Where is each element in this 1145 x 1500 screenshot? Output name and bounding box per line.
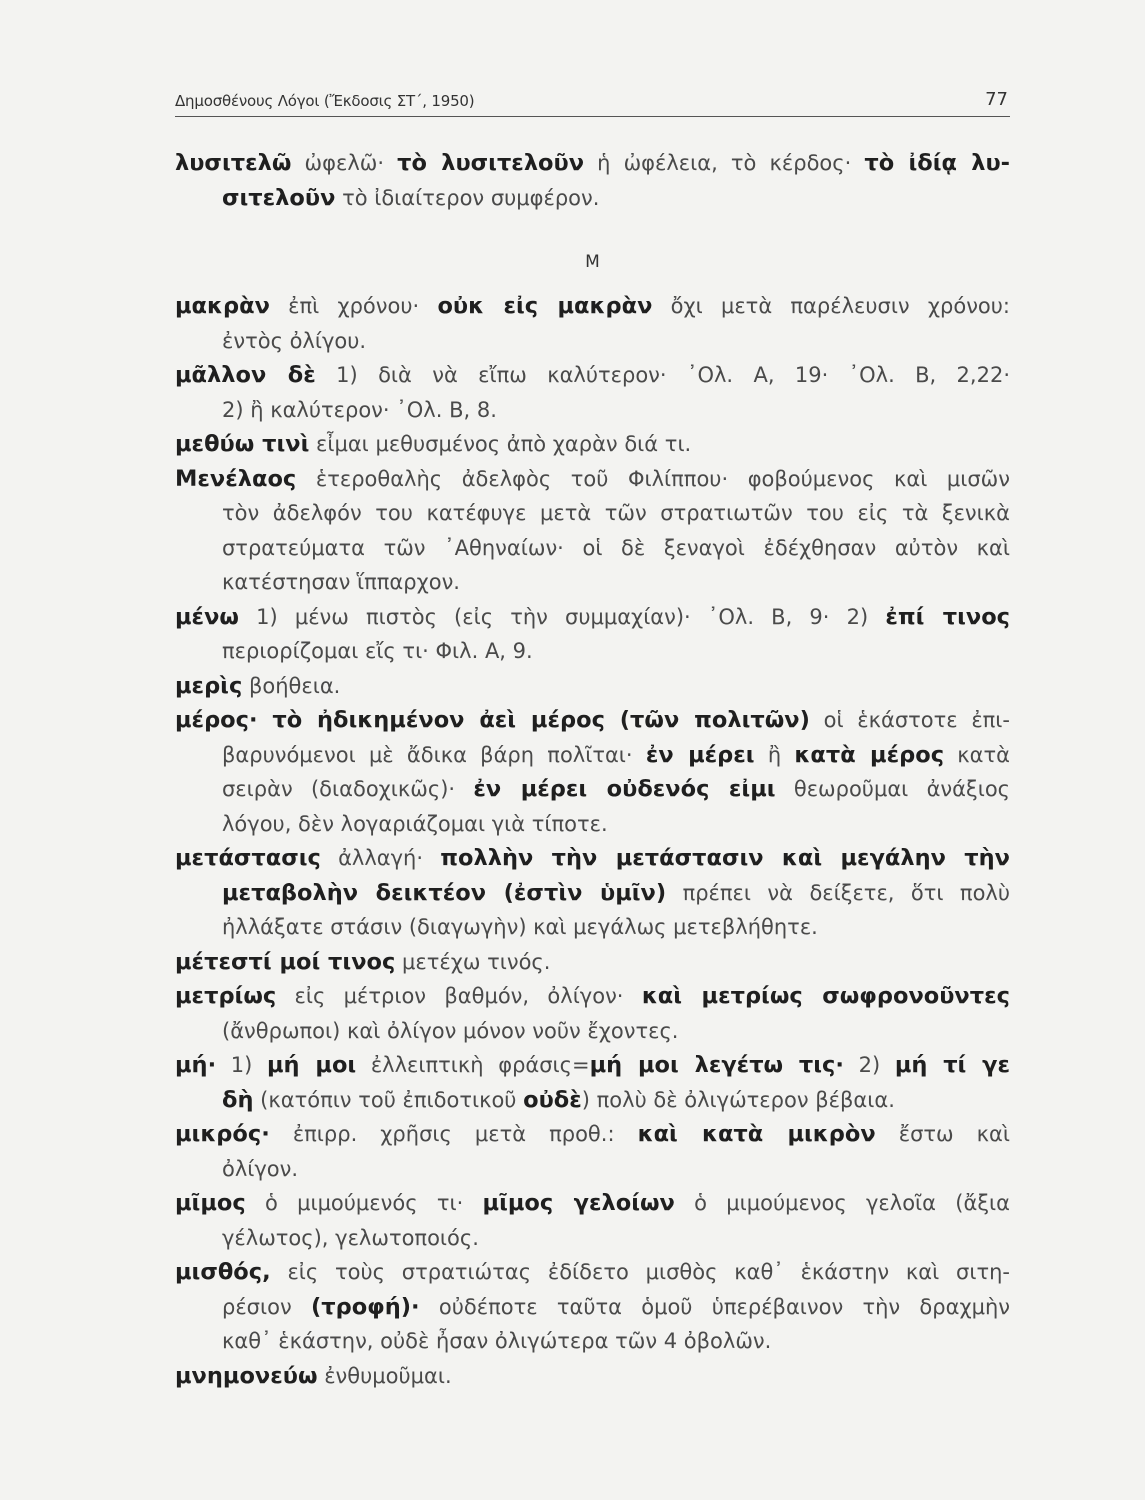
headword-text: Μενέλαος	[175, 465, 297, 492]
entry-line	[175, 565, 1010, 600]
entry-line	[175, 1221, 1010, 1256]
glossary-entry	[175, 427, 1010, 462]
definition-text: 1) μένω πιστὸς (εἰς τὴν συμμαχίαν)· ᾿Ολ. Β, 9· 2)	[238, 604, 886, 629]
definition-text: λόγου, δὲν λογαριάζομαι γιὰ τίποτε.	[222, 811, 608, 836]
glossary-column	[175, 146, 1010, 1393]
entry-line	[175, 393, 1010, 428]
section-letter-heading: Μ	[585, 252, 600, 272]
definition-text: βαρυνόμενοι μὲ ἄδικα βάρη πολῖται·	[222, 742, 646, 767]
definition-text: (κατόπιν τοῦ ἐπιδοτικοῦ	[253, 1087, 524, 1112]
glossary-entry	[175, 600, 1010, 669]
glossary-entries-continued	[175, 146, 1010, 215]
glossary-entry	[175, 1048, 1010, 1117]
headword-text: μισθός,	[175, 1259, 271, 1285]
definition-text: οὐδέποτε ταῦτα ὁμοῦ ὑπερέβαινον τὴν δραχμὴν	[419, 1294, 1010, 1319]
headword-text: (τροφή)·	[310, 1293, 420, 1320]
definition-text: ἐπιρρ. χρῆσις μετὰ προθ.:	[269, 1122, 638, 1146]
glossary-entries	[175, 289, 1010, 1393]
headword-text: μή τί γε	[894, 1052, 1010, 1078]
definition-text: ἐντὸς ὀλίγου.	[222, 328, 367, 353]
glossary-entry	[175, 945, 1010, 980]
headword-text: καὶ μετρίως σωφρονοῦντες	[641, 983, 1010, 1009]
headword-text: μνημονεύω	[175, 1362, 318, 1389]
definition-text: ἢ	[754, 742, 795, 767]
headword-text: λυσιτελῶ	[175, 150, 292, 176]
entry-line	[175, 427, 1010, 462]
entry-line	[175, 979, 1010, 1014]
glossary-entry	[175, 1117, 1010, 1186]
headword-text: σιτελοῦν	[222, 184, 336, 211]
headword-text: ἐν μέρει οὐδενός εἰμι	[473, 776, 776, 802]
definition-text: στρατεύματα τῶν ᾿Αθηναίων· οἱ δὲ ξεναγοὶ ἐδέχθησαν αὐτὸν καὶ	[222, 535, 1010, 560]
headword-text: μῖμος γελοίων	[482, 1190, 675, 1216]
headword-text: καὶ κατὰ μικρὸν	[637, 1121, 876, 1147]
definition-text: ἐπὶ χρόνου·	[269, 294, 438, 318]
definition-text: ἀλλαγή·	[320, 846, 441, 870]
definition-text: 2)	[843, 1053, 895, 1077]
definition-text: εἶμαι μεθυσμένος ἀπὸ χαρὰν διά τι.	[309, 432, 692, 456]
entry-line	[175, 1324, 1010, 1359]
entry-line	[175, 945, 1010, 980]
glossary-entry	[175, 979, 1010, 1048]
definition-text: 2) ἢ καλύτερον· ᾿Ολ. Β, 8.	[222, 397, 497, 422]
entry-line	[175, 531, 1010, 566]
book-title: Δημοσθένους Λόγοι (Ἔκδοσις ΣΤ΄, 1950)	[175, 92, 475, 110]
definition-text: εἰς μέτριον βαθμόν, ὀλίγον·	[276, 984, 642, 1008]
glossary-entry	[175, 462, 1010, 600]
definition-text: γέλωτος), γελωτοποιός.	[222, 1225, 479, 1250]
headword-text: τὸ ἰδίᾳ λυ-	[864, 150, 1010, 176]
entry-line	[175, 1048, 1010, 1083]
entry-line	[175, 634, 1010, 669]
definition-text: κατὰ	[944, 742, 1010, 767]
definition-text: βοήθεια.	[242, 673, 341, 698]
entry-line	[175, 1255, 1010, 1290]
definition-text: 1)	[216, 1053, 267, 1077]
glossary-entry	[175, 146, 1010, 215]
definition-text: ρέσιον	[222, 1294, 311, 1319]
entry-line	[175, 289, 1010, 324]
entry-line	[175, 807, 1010, 842]
glossary-entry	[175, 358, 1010, 427]
entry-line	[175, 1359, 1010, 1394]
running-header	[175, 86, 1010, 117]
glossary-entry	[175, 1186, 1010, 1255]
entry-line	[175, 462, 1010, 497]
definition-text: κατέστησαν ἵππαρχον.	[222, 570, 460, 594]
entry-line	[175, 1083, 1010, 1118]
definition-text: ἡ ὠφέλεια, τὸ κέρδος·	[584, 151, 865, 175]
definition-text: ὄχι μετὰ παρέλευσιν χρόνου:	[652, 294, 1011, 318]
headword-text: μερὶς	[175, 672, 243, 699]
definition-text: ἐνθυμοῦμαι.	[317, 1363, 452, 1388]
headword-text: μικρός·	[175, 1121, 270, 1147]
headword-text: μακρὰν	[175, 293, 270, 319]
definition-text: πρέπει νὰ δείξετε, ὅτι πολὺ	[666, 880, 1011, 905]
glossary-entry	[175, 289, 1010, 358]
definition-text: ὀλίγον.	[222, 1156, 299, 1181]
entry-line	[175, 181, 1010, 216]
definition-text: (ἄνθρωποι) καὶ ὀλίγον μόνον νοῦν ἔχοντες.	[222, 1018, 679, 1043]
headword-text: μεθύω τινὶ	[175, 431, 310, 457]
definition-text: ἑτεροθαλὴς ἀδελφὸς τοῦ Φιλίππου· φοβούμενος καὶ μισῶν	[296, 466, 1010, 491]
entry-line	[175, 841, 1010, 876]
glossary-entry	[175, 703, 1010, 841]
definition-text: θεωροῦμαι ἀνάξιος	[775, 777, 1010, 801]
entry-line	[175, 600, 1010, 635]
entry-line	[175, 324, 1010, 359]
entry-line	[175, 876, 1010, 911]
definition-text: τὸν ἀδελφόν του κατέφυγε μετὰ τῶν στρατιωτῶν του εἰς τὰ ξενικὰ	[222, 501, 1010, 525]
definition-text: εἰς τοὺς στρατιώτας ἐδίδετο μισθὸς καθ᾿ ἑκάστην καὶ σιτη-	[270, 1260, 1010, 1284]
headword-text: μέτεστί μοί τινος	[175, 948, 396, 975]
headword-text: μῖμος	[175, 1190, 246, 1216]
headword-text: μετρίως	[175, 983, 277, 1009]
definition-text: ἐλλειπτικὴ φράσις=	[356, 1053, 590, 1077]
definition-text: 1) διὰ νὰ εἴπω καλύτερον· ᾿Ολ. Α, 19· ᾿Ολ. Β, 2,22·	[315, 363, 1010, 387]
entry-line	[175, 496, 1010, 531]
entry-line	[175, 1186, 1010, 1221]
definition-text: ) πολὺ δὲ ὀλιγώτερον βέβαια.	[581, 1087, 895, 1112]
headword-text: μή μοι	[267, 1052, 357, 1078]
glossary-entry	[175, 1255, 1010, 1359]
definition-text: καθ᾿ ἑκάστην, οὐδὲ ἦσαν ὀλιγώτερα τῶν 4 ὀβολῶν.	[222, 1329, 772, 1353]
headword-text: μή μοι λεγέτω τις·	[589, 1052, 844, 1078]
headword-text: πολλὴν τὴν μετάστασιν καὶ μεγάλην τὴν	[440, 845, 1010, 871]
definition-text: τὸ ἰδιαίτερον συμφέρον.	[335, 185, 600, 210]
headword-text: μή·	[175, 1052, 217, 1078]
headword-text: οὐκ εἰς μακρὰν	[437, 293, 653, 319]
entry-line	[175, 703, 1010, 738]
definition-text: ὁ μιμούμενος γελοῖα (ἄξια	[674, 1191, 1010, 1215]
entry-line	[175, 1290, 1010, 1325]
entry-line	[175, 772, 1010, 807]
entry-line	[175, 358, 1010, 393]
entry-line	[175, 1014, 1010, 1049]
headword-text: μεταβολὴν δεικτέον (ἐστὶν ὑμῖν)	[222, 879, 667, 906]
glossary-entry	[175, 1359, 1010, 1394]
definition-text: ὠφελῶ·	[291, 151, 398, 175]
entry-line	[175, 738, 1010, 773]
definition-text: μετέχω τινός.	[395, 949, 551, 974]
headword-text: μᾶλλον δὲ	[175, 362, 316, 388]
definition-text: ἔστω καὶ	[875, 1122, 1010, 1146]
definition-text: ὁ μιμούμενός τι·	[245, 1191, 483, 1215]
definition-text: οἱ ἑκάστοτε ἐπι-	[809, 708, 1010, 732]
headword-text: μετάστασις	[175, 845, 321, 871]
entry-line	[175, 1152, 1010, 1187]
headword-text: μένω	[175, 603, 239, 630]
definition-text: σειρὰν (διαδοχικῶς)·	[222, 777, 474, 801]
entry-line	[175, 910, 1010, 945]
glossary-entry	[175, 841, 1010, 945]
glossary-entry	[175, 669, 1010, 704]
headword-text: τὸ λυσιτελοῦν	[397, 150, 585, 176]
headword-text: μέρος· τὸ ἠδικημένον ἀεὶ μέρος (τῶν πολιτῶν)	[175, 707, 810, 733]
definition-text: ἠλλάξατε στάσιν (διαγωγὴν) καὶ μεγάλως μετεβλήθητε.	[222, 915, 818, 939]
definition-text: περιορίζομαι εἴς τι· Φιλ. Α, 9.	[222, 639, 533, 663]
entry-line	[175, 669, 1010, 704]
headword-text: ἐν μέρει	[645, 741, 755, 768]
headword-text: ἐπί τινος	[885, 603, 1010, 630]
headword-text: κατὰ μέρος	[794, 741, 945, 768]
headword-text: δὴ	[222, 1086, 254, 1113]
page-number: 77	[985, 89, 1008, 110]
entry-line	[175, 1117, 1010, 1152]
entry-line	[175, 146, 1010, 181]
headword-text: οὐδὲ	[523, 1086, 582, 1113]
